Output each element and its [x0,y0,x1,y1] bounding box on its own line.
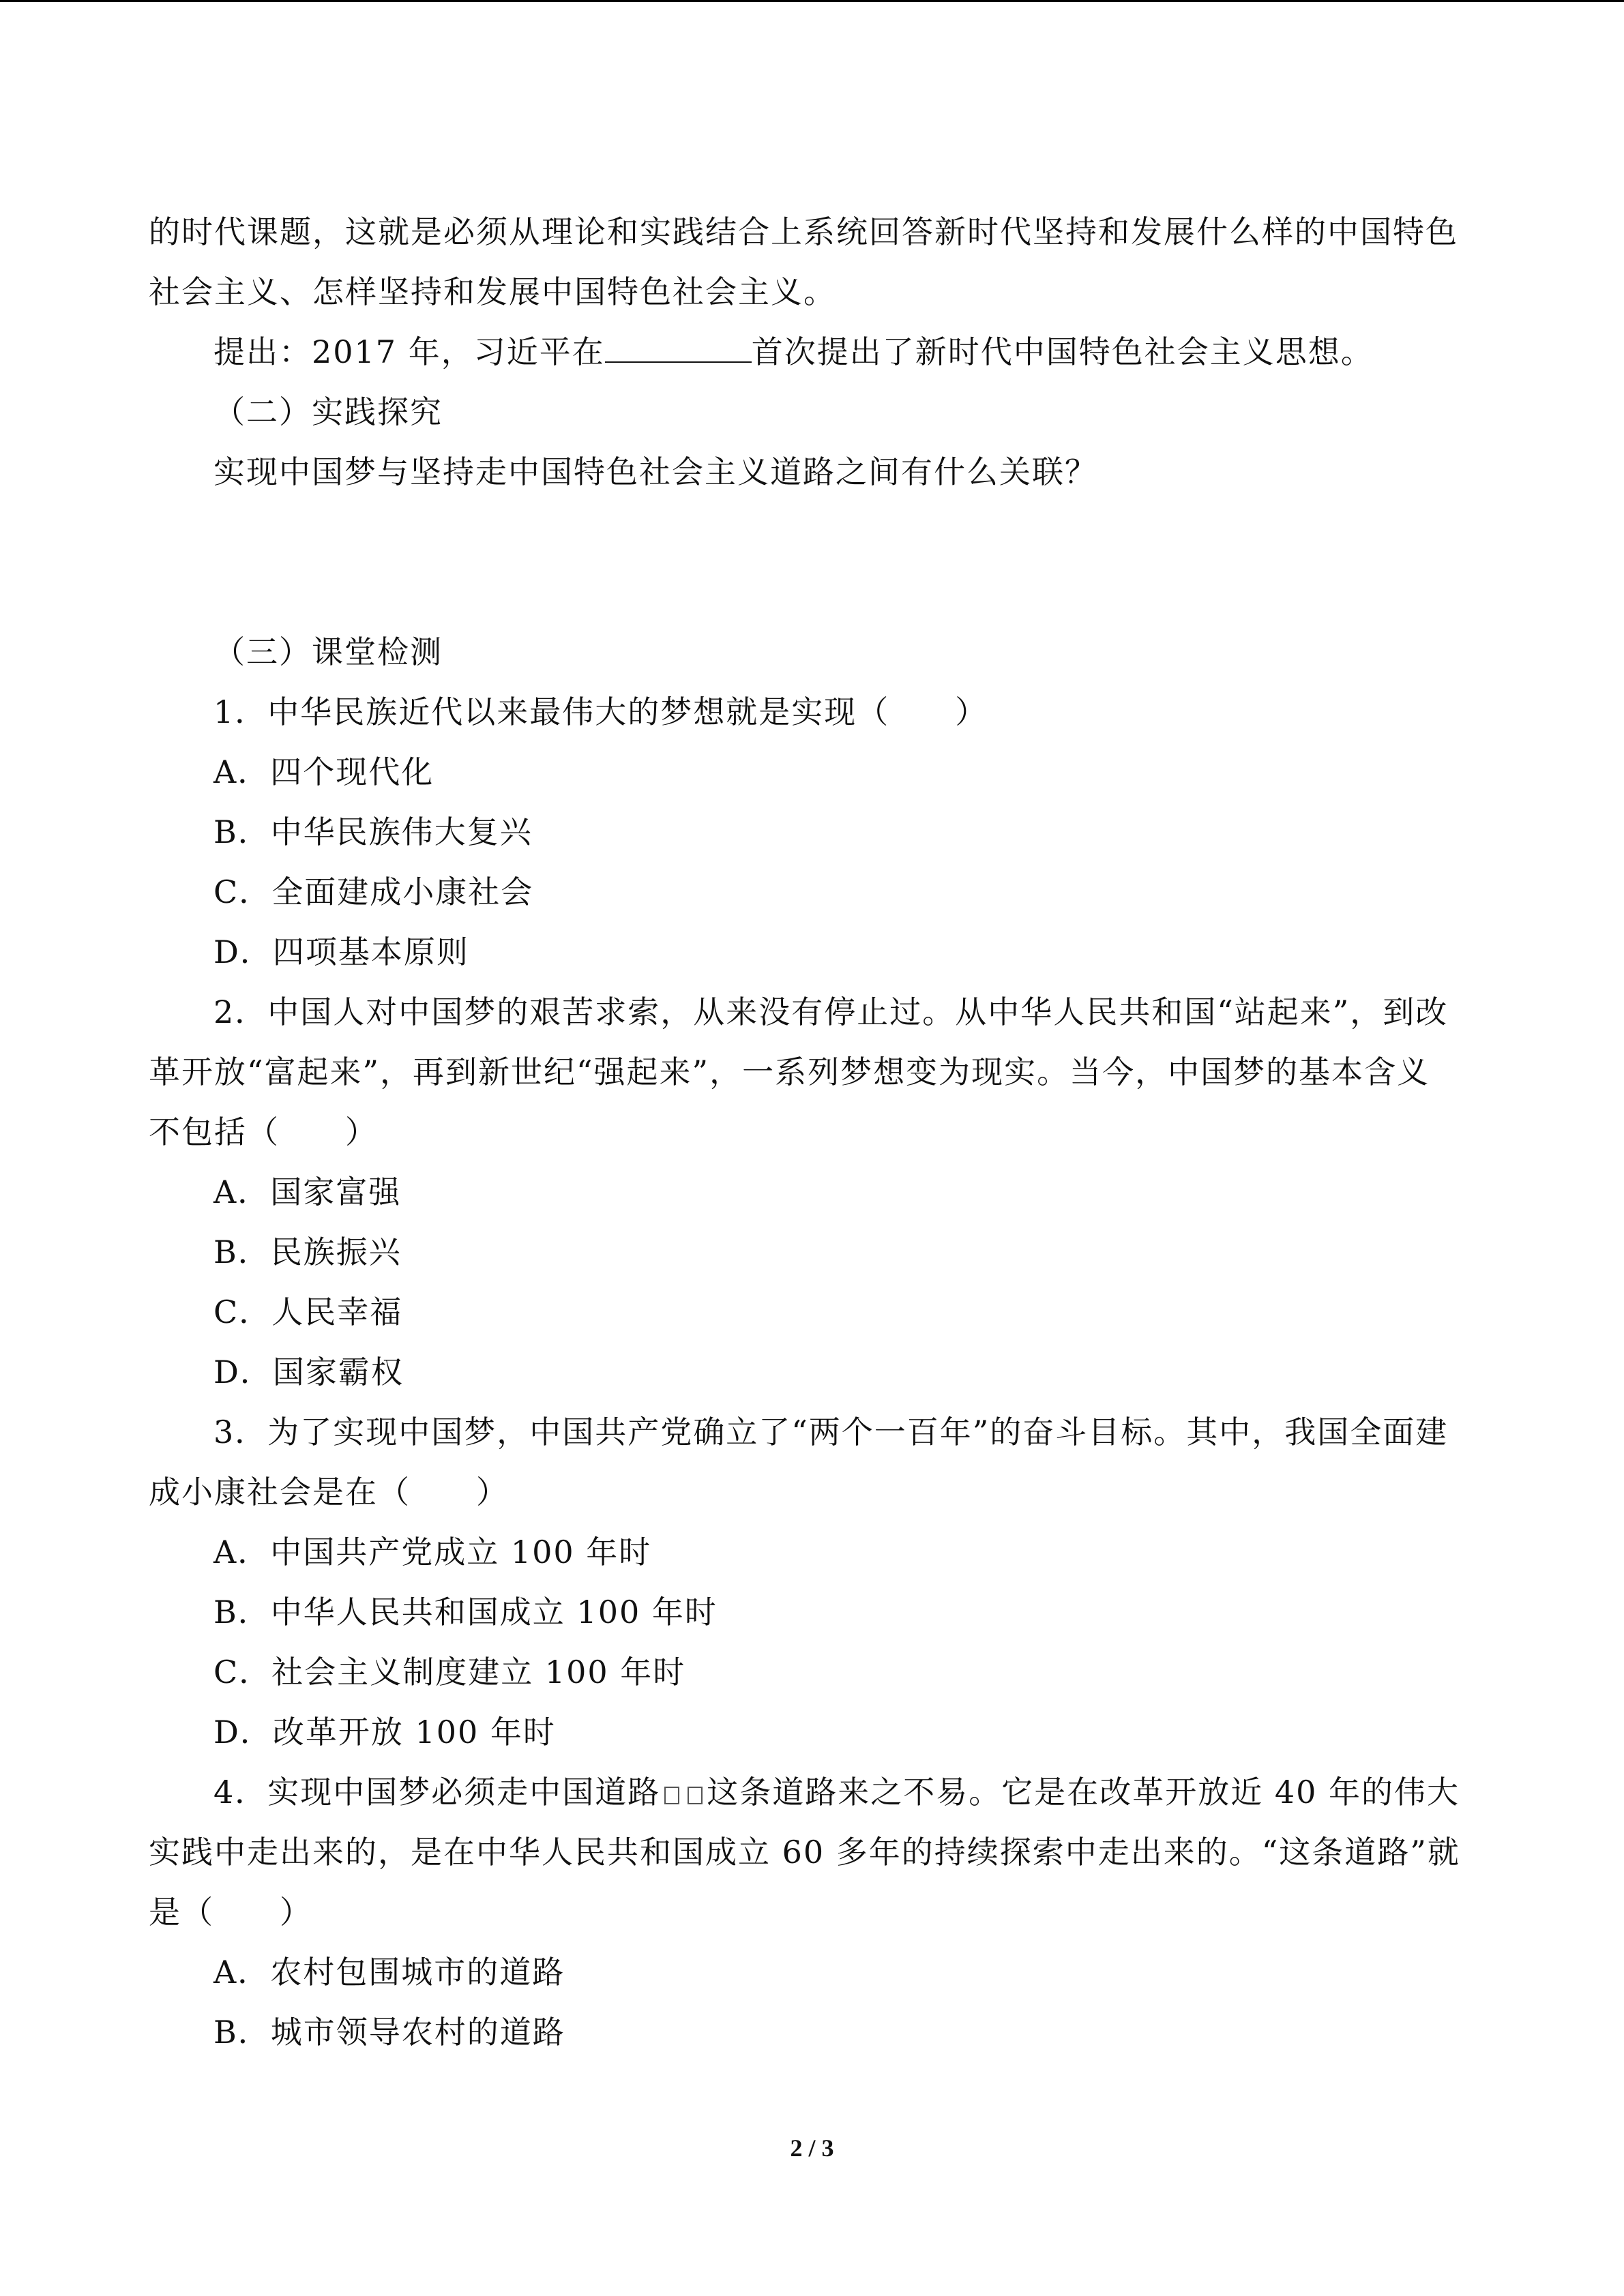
missing-glyph-box [664,1787,679,1804]
proposal-suffix: 首次提出了新时代中国特色社会主义思想。 [751,333,1374,370]
question-1-stem: 1．中华民族近代以来最伟大的梦想就是实现（ ） [213,694,988,730]
proposal-line [213,331,1374,372]
question-2-option-b: B．民族振兴 [213,1234,402,1270]
question-4-stem-suffix: 这条道路来之不易。它是在改革开放近 40 年的伟大 [707,1774,1460,1810]
missing-glyph-box [688,1787,703,1804]
question-3-stem-line-1: 3．为了实现中国梦，中国共产党确立了“两个一百年”的奋斗目标。其中，我国全面建 [213,1414,1449,1450]
question-2-stem-line-2: 革开放“富起来”，再到新世纪“强起来”，一系列梦想变为现实。当今，中国梦的基本含义 [149,1054,1430,1090]
page-number: 2 / 3 [790,2134,834,2162]
section-title-practice: （二）实践探究 [213,393,443,430]
fill-in-blank [605,331,752,363]
question-1-option-b: B．中华民族伟大复兴 [213,814,533,850]
question-4-option-a: A．农村包围城市的道路 [213,1954,565,1991]
question-4-option-b: B．城市领导农村的道路 [213,2014,565,2051]
question-1-option-c: C．全面建成小康社会 [213,874,534,910]
section-title-quiz: （三）课堂检测 [213,633,443,670]
question-3-stem-line-2: 成小康社会是在（ ） [149,1474,509,1510]
question-2-stem-line-1: 2．中国人对中国梦的艰苦求索，从来没有停止过。从中华人民共和国“站起来”，到改 [213,994,1449,1030]
question-2-option-d: D．国家霸权 [213,1354,404,1390]
question-2-option-c: C．人民幸福 [213,1294,403,1330]
continued-text-line-1: 的时代课题，这就是必须从理论和实践结合上系统回答新时代坚持和发展什么样的中国特色 [149,213,1458,250]
question-4-stem-line-3: 是（ ） [149,1894,312,1930]
top-border-line [0,0,1624,2]
question-2-option-a: A．国家富强 [213,1174,402,1210]
proposal-prefix: 提出：2017 年，习近平在 [213,333,605,370]
question-1-option-a: A．四个现代化 [213,754,434,790]
question-2-stem-line-3: 不包括（ ） [149,1114,378,1150]
question-3-option-a: A．中国共产党成立 100 年时 [213,1534,652,1570]
question-3-option-d: D．改革开放 100 年时 [213,1714,556,1750]
question-4-stem-line-2: 实践中走出来的，是在中华人民共和国成立 60 多年的持续探索中走出来的。“这条道路”就 [149,1834,1460,1870]
inquiry-question: 实现中国梦与坚持走中国特色社会主义道路之间有什么关联？ [213,453,1097,490]
continued-text-line-2: 社会主义、怎样坚持和发展中国特色社会主义。 [149,273,836,310]
question-4-stem-prefix: 4．实现中国梦必须走中国道路 [213,1774,661,1810]
question-1-option-d: D．四项基本原则 [213,934,469,970]
question-3-option-b: B．中华人民共和国成立 100 年时 [213,1594,718,1630]
question-4-stem-line-1 [213,1772,1460,1813]
question-3-option-c: C．社会主义制度建立 100 年时 [213,1654,686,1690]
